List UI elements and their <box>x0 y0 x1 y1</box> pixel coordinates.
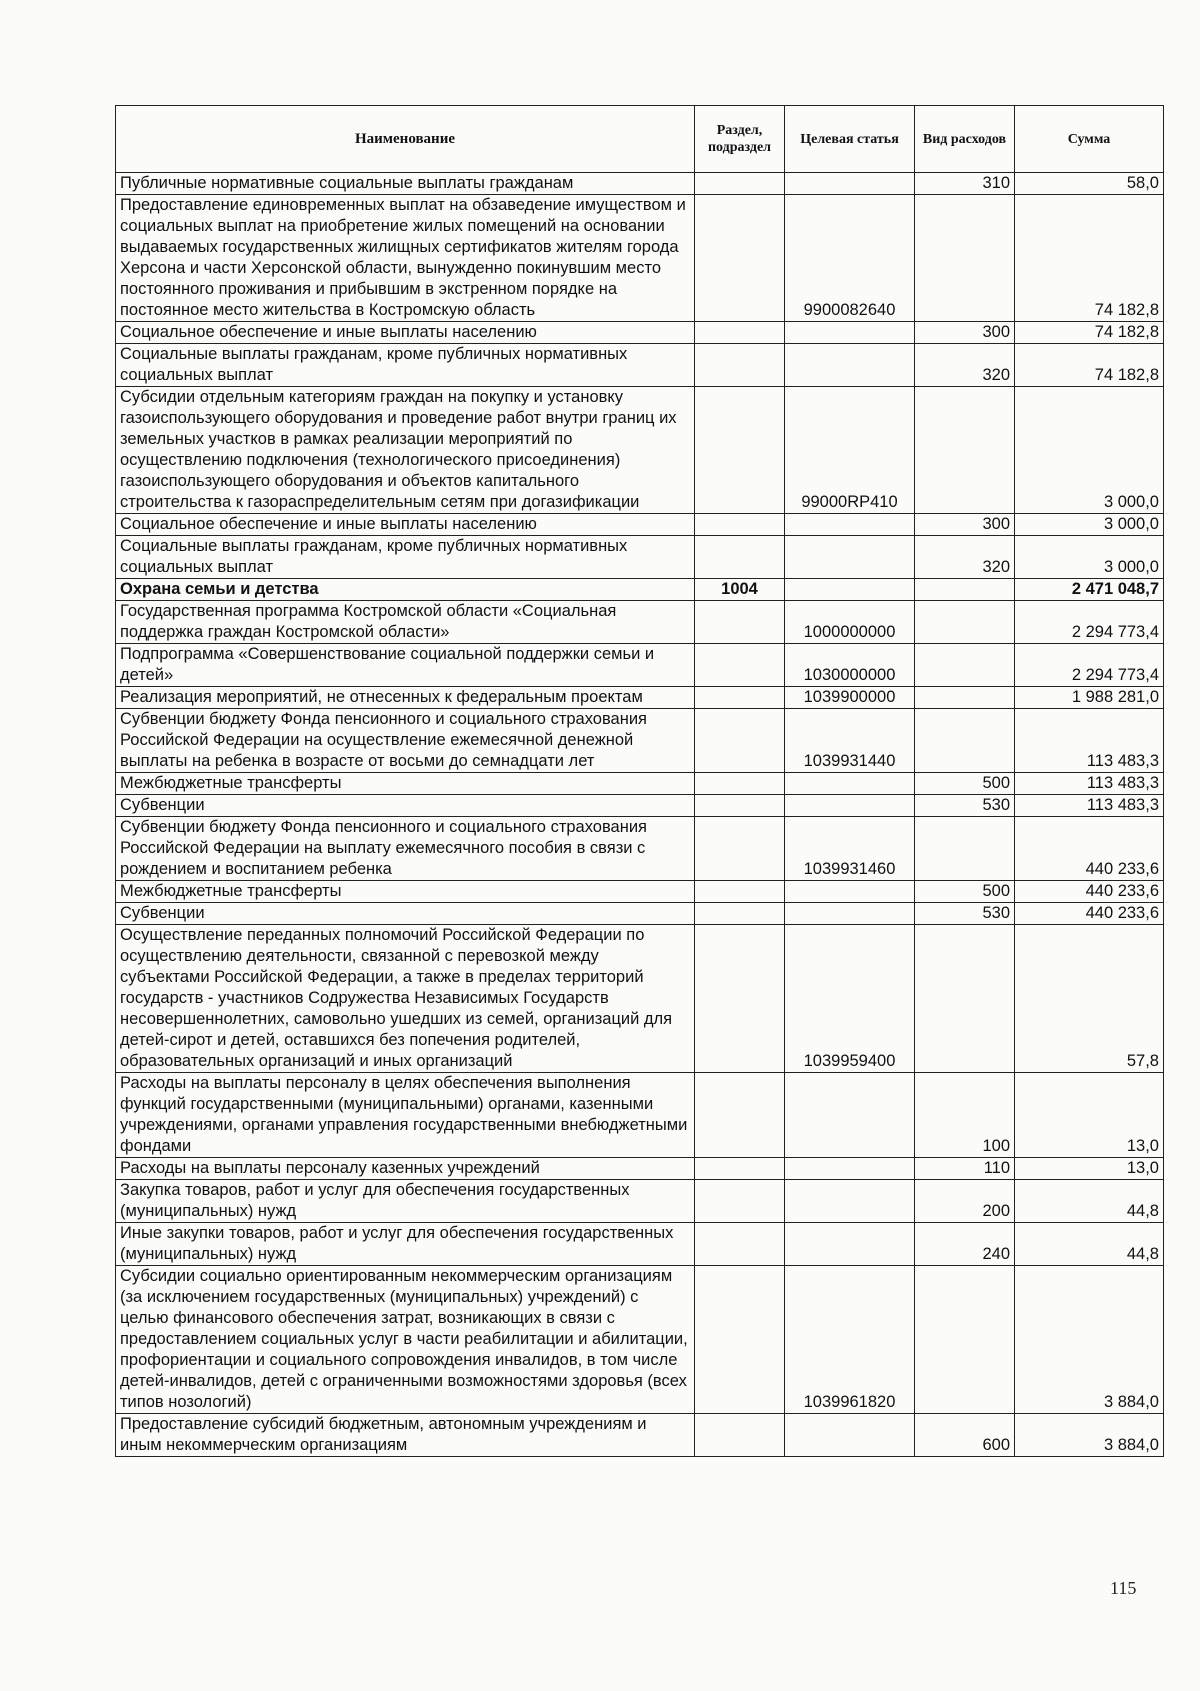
table-body <box>116 173 1164 1457</box>
cell-sum: 13,0 <box>1015 1158 1164 1180</box>
cell-type <box>915 195 1015 322</box>
cell-name: Социальное обеспечение и иные выплаты населению <box>116 514 695 536</box>
cell-article: 9900082640 <box>785 195 915 322</box>
table-row <box>116 817 1164 881</box>
cell-sum: 58,0 <box>1015 173 1164 195</box>
cell-section <box>695 514 785 536</box>
cell-article <box>785 173 915 195</box>
cell-sum: 3 884,0 <box>1015 1266 1164 1414</box>
cell-article <box>785 881 915 903</box>
cell-article <box>785 1073 915 1158</box>
cell-type <box>915 925 1015 1073</box>
cell-type: 300 <box>915 514 1015 536</box>
table-row <box>116 1180 1164 1223</box>
cell-name: Публичные нормативные социальные выплаты гражданам <box>116 173 695 195</box>
table-row <box>116 1223 1164 1266</box>
cell-sum: 440 233,6 <box>1015 903 1164 925</box>
cell-sum: 57,8 <box>1015 925 1164 1073</box>
cell-section <box>695 387 785 514</box>
cell-name: Реализация мероприятий, не отнесенных к федеральным проектам <box>116 687 695 709</box>
cell-name: Субвенции <box>116 795 695 817</box>
cell-article <box>785 903 915 925</box>
cell-type: 200 <box>915 1180 1015 1223</box>
header-section: Раздел, подраздел <box>695 106 785 173</box>
cell-section <box>695 601 785 644</box>
header-type: Вид расходов <box>915 106 1015 173</box>
cell-sum: 74 182,8 <box>1015 322 1164 344</box>
cell-type <box>915 644 1015 687</box>
cell-type <box>915 601 1015 644</box>
table-row <box>116 344 1164 387</box>
table-header <box>116 106 1164 173</box>
cell-type: 500 <box>915 881 1015 903</box>
cell-name: Государственная программа Костромской области «Социальная поддержка граждан Костромской области» <box>116 601 695 644</box>
cell-name: Охрана семьи и детства <box>116 579 695 601</box>
cell-name: Предоставление субсидий бюджетным, автономным учреждениям и иным некоммерческим организациям <box>116 1414 695 1457</box>
cell-name: Подпрограмма «Совершенствование социальной поддержки семьи и детей» <box>116 644 695 687</box>
cell-type <box>915 817 1015 881</box>
cell-type: 310 <box>915 173 1015 195</box>
cell-name: Закупка товаров, работ и услуг для обеспечения государственных (муниципальных) нужд <box>116 1180 695 1223</box>
cell-sum: 2 294 773,4 <box>1015 601 1164 644</box>
header-name: Наименование <box>116 106 695 173</box>
cell-name: Социальные выплаты гражданам, кроме публичных нормативных социальных выплат <box>116 344 695 387</box>
cell-sum: 113 483,3 <box>1015 709 1164 773</box>
cell-sum: 74 182,8 <box>1015 195 1164 322</box>
cell-article: 1039931460 <box>785 817 915 881</box>
table-row <box>116 773 1164 795</box>
cell-type: 600 <box>915 1414 1015 1457</box>
cell-article: 1039959400 <box>785 925 915 1073</box>
cell-article <box>785 1223 915 1266</box>
cell-name: Субвенции бюджету Фонда пенсионного и социального страхования Российской Федерации на осуществление ежемесячной денежной выплаты на ребенка в возрасте от восьми до семнадцати лет <box>116 709 695 773</box>
cell-sum: 3 000,0 <box>1015 387 1164 514</box>
cell-sum: 2 471 048,7 <box>1015 579 1164 601</box>
cell-type: 530 <box>915 795 1015 817</box>
cell-section <box>695 1158 785 1180</box>
cell-type: 500 <box>915 773 1015 795</box>
cell-section <box>695 1180 785 1223</box>
table-row <box>116 1158 1164 1180</box>
header-sum: Сумма <box>1015 106 1164 173</box>
table-row <box>116 322 1164 344</box>
cell-article <box>785 1414 915 1457</box>
cell-article: 99000RP410 <box>785 387 915 514</box>
cell-article <box>785 795 915 817</box>
cell-sum: 74 182,8 <box>1015 344 1164 387</box>
cell-type: 320 <box>915 344 1015 387</box>
cell-sum: 3 000,0 <box>1015 514 1164 536</box>
cell-type <box>915 709 1015 773</box>
cell-name: Субсидии отдельным категориям граждан на покупку и установку газоиспользующего оборудования и проведение работ внутри границ их земельных участков в рамках реализации мероприятий по осуществлению подключения (технологического присоединения) газоиспользующего оборудования и объектов капитального строительства к газораспределительным сетям при догазификации <box>116 387 695 514</box>
cell-name: Расходы на выплаты персоналу в целях обеспечения выполнения функций государственными (муниципальными) органами, казенными учреждениями, органами управления государственными внебюджетными фондами <box>116 1073 695 1158</box>
table-row <box>116 925 1164 1073</box>
page-number: 115 <box>1110 1578 1137 1598</box>
cell-name: Расходы на выплаты персоналу казенных учреждений <box>116 1158 695 1180</box>
cell-name: Социальное обеспечение и иные выплаты населению <box>116 322 695 344</box>
budget-table <box>115 105 1164 1457</box>
table-row <box>116 195 1164 322</box>
cell-article: 1039961820 <box>785 1266 915 1414</box>
table-row <box>116 903 1164 925</box>
cell-sum: 2 294 773,4 <box>1015 644 1164 687</box>
table-row <box>116 173 1164 195</box>
cell-sum: 113 483,3 <box>1015 773 1164 795</box>
cell-name: Иные закупки товаров, работ и услуг для обеспечения государственных (муниципальных) нужд <box>116 1223 695 1266</box>
cell-article: 1000000000 <box>785 601 915 644</box>
cell-sum: 440 233,6 <box>1015 881 1164 903</box>
table-row <box>116 709 1164 773</box>
cell-name: Субвенции бюджету Фонда пенсионного и социального страхования Российской Федерации на выплату ежемесячного пособия в связи с рождением и воспитанием ребенка <box>116 817 695 881</box>
cell-section <box>695 195 785 322</box>
cell-section <box>695 881 785 903</box>
cell-sum: 3 884,0 <box>1015 1414 1164 1457</box>
cell-article <box>785 1180 915 1223</box>
cell-article: 1039900000 <box>785 687 915 709</box>
cell-name: Осуществление переданных полномочий Российской Федерации по осуществлению деятельности, связанной с перевозкой между субъектами Российской Федерации, а также в пределах территорий государств - участников Содружества Независимых Государств несовершеннолетних, самовольно ушедших из семей, организаций для детей-сирот и детей, оставшихся без попечения родителей, образовательных организаций и иных организаций <box>116 925 695 1073</box>
cell-section <box>695 925 785 1073</box>
cell-section <box>695 322 785 344</box>
cell-section <box>695 344 785 387</box>
cell-type <box>915 1266 1015 1414</box>
table-row <box>116 644 1164 687</box>
table-row <box>116 1414 1164 1457</box>
header-article: Целевая статья <box>785 106 915 173</box>
table-row <box>116 687 1164 709</box>
cell-article: 1030000000 <box>785 644 915 687</box>
cell-section <box>695 173 785 195</box>
cell-article <box>785 514 915 536</box>
table-row <box>116 1266 1164 1414</box>
cell-sum: 44,8 <box>1015 1223 1164 1266</box>
cell-article: 1039931440 <box>785 709 915 773</box>
table-row <box>116 514 1164 536</box>
cell-sum: 44,8 <box>1015 1180 1164 1223</box>
cell-name: Социальные выплаты гражданам, кроме публичных нормативных социальных выплат <box>116 536 695 579</box>
cell-section <box>695 773 785 795</box>
cell-name: Межбюджетные трансферты <box>116 773 695 795</box>
cell-sum: 3 000,0 <box>1015 536 1164 579</box>
table-row <box>116 579 1164 601</box>
cell-article <box>785 773 915 795</box>
cell-type: 240 <box>915 1223 1015 1266</box>
table-row <box>116 881 1164 903</box>
cell-section <box>695 687 785 709</box>
cell-type <box>915 579 1015 601</box>
cell-article <box>785 344 915 387</box>
cell-name: Межбюджетные трансферты <box>116 881 695 903</box>
cell-section <box>695 817 785 881</box>
cell-section <box>695 795 785 817</box>
table-row <box>116 387 1164 514</box>
cell-sum: 1 988 281,0 <box>1015 687 1164 709</box>
cell-section <box>695 1223 785 1266</box>
cell-section <box>695 903 785 925</box>
cell-section <box>695 1266 785 1414</box>
cell-section: 1004 <box>695 579 785 601</box>
cell-type <box>915 687 1015 709</box>
table-row <box>116 1073 1164 1158</box>
cell-article <box>785 322 915 344</box>
cell-name: Предоставление единовременных выплат на обзаведение имуществом и социальных выплат на приобретение жилых помещений на основании выдаваемых государственных жилищных сертификатов жителям города Херсона и части Херсонской области, вынужденно покинувшим место постоянного проживания и прибывшим в экстренном порядке на постоянное место жительства в Костромскую область <box>116 195 695 322</box>
cell-article <box>785 536 915 579</box>
cell-sum: 113 483,3 <box>1015 795 1164 817</box>
cell-sum: 440 233,6 <box>1015 817 1164 881</box>
cell-section <box>695 1073 785 1158</box>
cell-section <box>695 536 785 579</box>
cell-article <box>785 1158 915 1180</box>
cell-section <box>695 644 785 687</box>
cell-type: 110 <box>915 1158 1015 1180</box>
cell-sum: 13,0 <box>1015 1073 1164 1158</box>
cell-type <box>915 387 1015 514</box>
table-row <box>116 795 1164 817</box>
cell-section <box>695 1414 785 1457</box>
cell-name: Субвенции <box>116 903 695 925</box>
table-row <box>116 536 1164 579</box>
cell-type: 100 <box>915 1073 1015 1158</box>
cell-type: 320 <box>915 536 1015 579</box>
table-row <box>116 601 1164 644</box>
cell-type: 300 <box>915 322 1015 344</box>
cell-name: Субсидии социально ориентированным некоммерческим организациям (за исключением государственных (муниципальных) учреждений) с целью финансового обеспечения затрат, возникающих в связи с предоставлением социальных услуг в части реабилитации и абилитации, профориентации и социального сопровождения инвалидов, в том числе детей-инвалидов, детей с ограниченными возможностями здоровья (всех типов нозологий) <box>116 1266 695 1414</box>
cell-section <box>695 709 785 773</box>
cell-type: 530 <box>915 903 1015 925</box>
cell-article <box>785 579 915 601</box>
